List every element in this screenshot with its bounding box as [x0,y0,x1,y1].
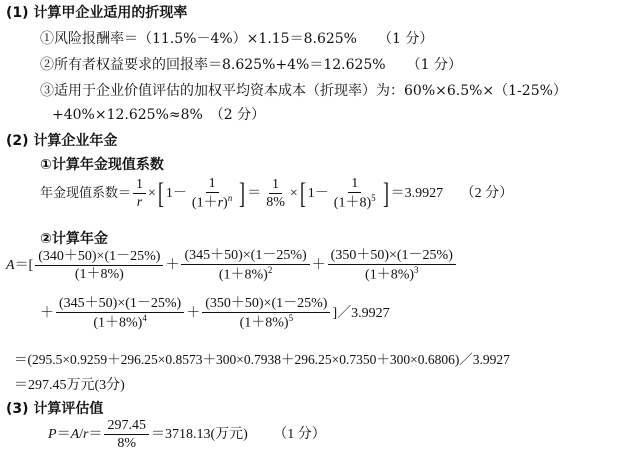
section2-heading: (2) 计算企业年金 [6,133,118,149]
section1-item3-line2: +40%×12.625%≈8% （2 分） [52,107,266,123]
section1-heading: (1) 计算甲企业适用的折现率 [6,5,188,21]
section2-sub2: ②计算年金 [40,231,108,247]
pv-formula: 年金现值系数＝ $\frac{1}{r}$ ×[ 1－ $\frac{1}{(1+r)^n}$ ] ＝ $\frac{1}{8\%}$ ×[ 1－ $\frac{1}{(1+8)^5}$ ] ＝3.9927 （2 分） [40,176,514,212]
pv-score: （2 分） [460,185,514,201]
section2-sub1: ①计算年金现值系数 [40,157,164,173]
section1-item3-line1: ③适用于企业价值评估的加权平均资本成本（折现率）为：60%×6.5%×（1-25%） [40,83,567,99]
pv-label: 年金现值系数＝ [40,185,132,201]
section1-item2: ②所有者权益要求的回报率＝8.625%+4%＝12.625% （1 分） [40,57,462,73]
section3-heading: (3) 计算评估值 [6,401,104,417]
annuity-line3: ＝(295.5×0.9259＋296.25×0.8573＋300×0.7938＋296.25×0.7350＋300×0.6806)／3.9927 [14,352,510,367]
valuation-formula: P＝A/r＝ $\frac{297.45}{8\%}$ ＝3718.13(万元) （1 分） [48,418,326,452]
annuity-line4: ＝297.45万元(3分) [14,378,125,393]
annuity-line1: A＝[ $\frac{(340+50)\times(1-25\%)}{(1+8\%)}$ ＋ $\frac{(345+50)\times(1-25\%)}{(1+8\%)^2}$ ＋ $\frac{(350+50)\times(1-25\%)}{(1+8\%)^3}$ [6,248,458,283]
p-result: ＝3718.13(万元) [150,427,248,443]
section1-item1: ①风险报酬率＝（11.5%－4%）×1.15＝8.625% （1 分） [40,31,434,47]
pv-result: ＝3.9927 [390,185,444,201]
p-score: （1 分） [273,427,326,443]
annuity-line2: ＋ $\frac{(345+50)\times(1-25\%)}{(1+8\%)^4}$ ＋ $\frac{(350+50)\times(1-25\%)}{(1+8\%)^5}$ ]／3.9927 [40,296,390,332]
